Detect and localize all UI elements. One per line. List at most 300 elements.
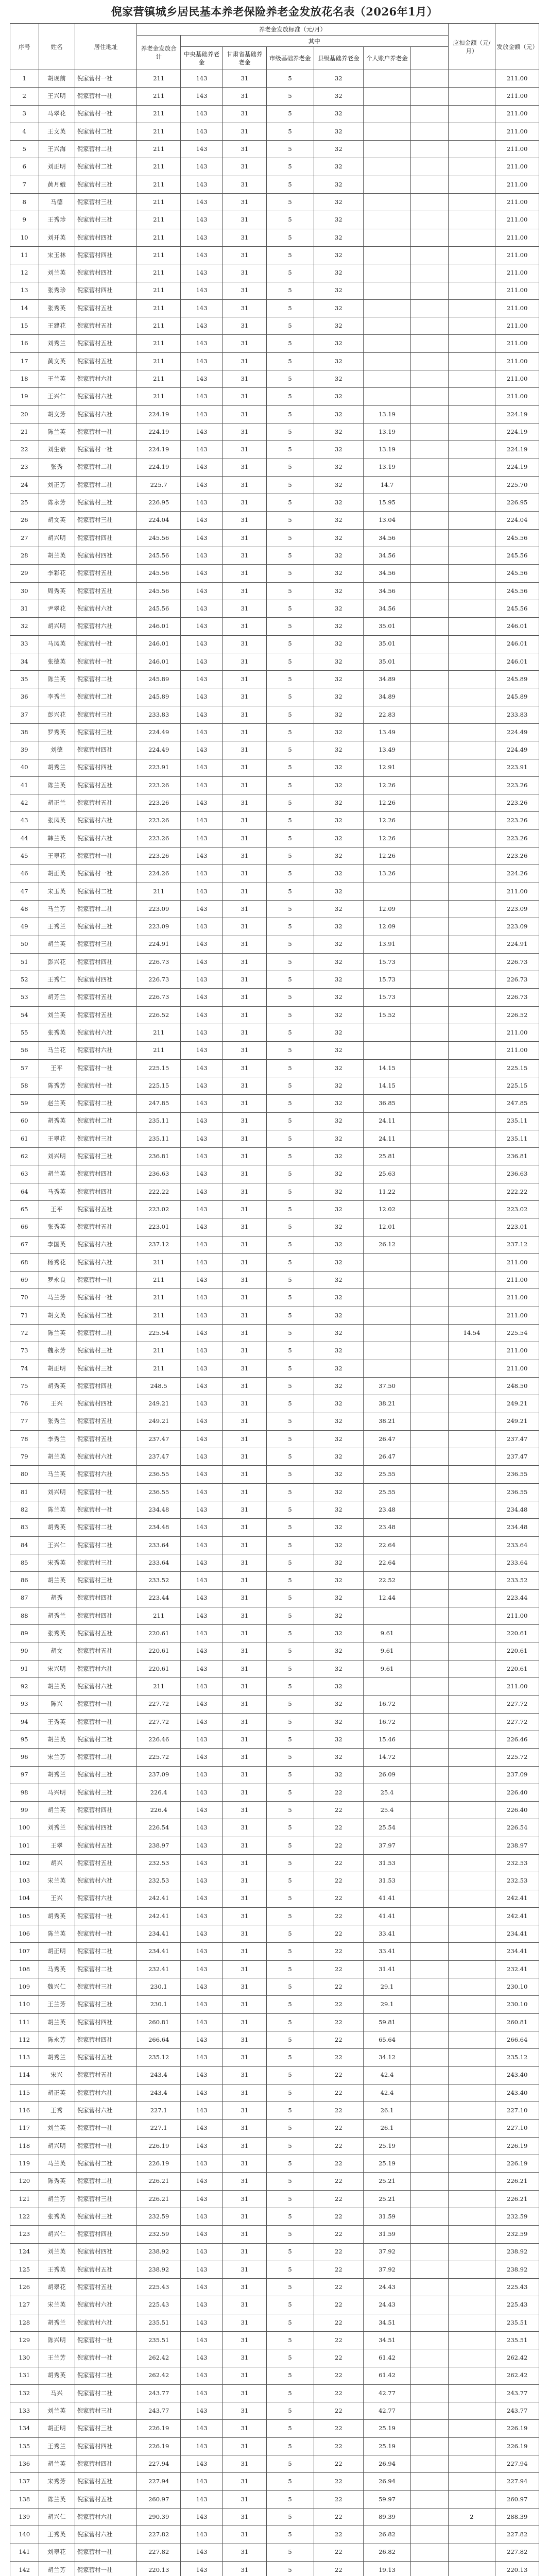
cell-blank: [410, 1731, 448, 1748]
cell-seq: 8: [10, 194, 39, 211]
cell-address: 倪家营村三社: [75, 2420, 137, 2437]
cell-address: 倪家营村五社: [75, 352, 137, 370]
cell-blank: [410, 2084, 448, 2102]
cell-total: 227.1: [137, 2102, 181, 2120]
cell-address: 倪家营村三社: [75, 1342, 137, 1360]
cell-seq: 131: [10, 2367, 39, 2384]
cell-address: 倪家营村五社: [75, 335, 137, 352]
cell-blank: [410, 2066, 448, 2084]
cell-city: 5: [266, 1907, 314, 1925]
cell-blank: [410, 706, 448, 723]
cell-address: 倪家营村二社: [75, 476, 137, 494]
cell-name: 王翠花: [39, 848, 75, 865]
cell-payout: 247.85: [495, 1095, 539, 1112]
cell-blank: [410, 918, 448, 936]
cell-subsidy: 143: [180, 1819, 222, 1837]
table-row: [10, 671, 539, 688]
cell-address: 倪家营村四社: [75, 1607, 137, 1624]
cell-deduction: [448, 352, 495, 370]
cell-local: 31: [223, 2349, 267, 2367]
cell-county: 32: [314, 1077, 364, 1094]
cell-seq: 65: [10, 1201, 39, 1218]
cell-local: 31: [223, 865, 267, 883]
cell-address: 倪家营村六社: [75, 2526, 137, 2544]
cell-seq: 67: [10, 1236, 39, 1253]
cell-name: 刘秀兰: [39, 1819, 75, 1837]
cell-personal: 26.94: [364, 2455, 411, 2473]
cell-address: 倪家营村六社: [75, 405, 137, 423]
cell-address: 倪家营村二社: [75, 1307, 137, 1324]
cell-address: 倪家营村一社: [75, 2544, 137, 2561]
cell-payout: 245.56: [495, 529, 539, 547]
cell-personal: 26.1: [364, 2120, 411, 2137]
cell-personal: 31.53: [364, 1872, 411, 1890]
table-row: [10, 706, 539, 723]
table-row: [10, 600, 539, 617]
cell-payout: 234.41: [495, 1943, 539, 1960]
table-row: [10, 1342, 539, 1360]
cell-name: 马凤英: [39, 635, 75, 653]
cell-personal: 19.13: [364, 2561, 411, 2576]
cell-local: 31: [223, 2508, 267, 2526]
cell-total: 211: [137, 176, 181, 193]
table-row: [10, 1466, 539, 1483]
cell-total: 246.01: [137, 635, 181, 653]
cell-subsidy: 143: [180, 335, 222, 352]
cell-deduction: [448, 1448, 495, 1466]
cell-blank: [410, 88, 448, 105]
table-row: [10, 2402, 539, 2420]
cell-county: 32: [314, 1059, 364, 1077]
cell-personal: 34.51: [364, 2314, 411, 2331]
cell-deduction: [448, 1660, 495, 1677]
table-row: [10, 1802, 539, 1819]
cell-blank: [410, 229, 448, 246]
cell-deduction: [448, 688, 495, 706]
table-row: [10, 2031, 539, 2048]
cell-total: 238.92: [137, 2243, 181, 2261]
cell-subsidy: 143: [180, 299, 222, 317]
cell-seq: 109: [10, 1978, 39, 1996]
cell-personal: [364, 282, 411, 299]
cell-name: 张秀珍: [39, 282, 75, 299]
cell-address: 倪家营村一社: [75, 1907, 137, 1925]
cell-address: 倪家营村二社: [75, 2173, 137, 2190]
cell-payout: 227.94: [495, 2455, 539, 2473]
cell-local: 31: [223, 476, 267, 494]
cell-deduction: [448, 2102, 495, 2120]
cell-county: 22: [314, 1872, 364, 1890]
cell-county: 22: [314, 1854, 364, 1872]
cell-county: 22: [314, 2279, 364, 2296]
cell-payout: 262.42: [495, 2349, 539, 2367]
cell-city: 5: [266, 1466, 314, 1483]
cell-total: 224.19: [137, 459, 181, 476]
cell-local: 31: [223, 2490, 267, 2508]
cell-name: 尹翠花: [39, 600, 75, 617]
cell-payout: 243.40: [495, 2084, 539, 2102]
cell-city: 5: [266, 741, 314, 759]
cell-personal: 31.53: [364, 1854, 411, 1872]
cell-county: 32: [314, 1572, 364, 1589]
cell-deduction: [448, 476, 495, 494]
cell-personal: 13.26: [364, 865, 411, 883]
cell-seq: 103: [10, 1872, 39, 1890]
cell-city: 5: [266, 512, 314, 529]
cell-city: 5: [266, 1960, 314, 1978]
cell-name: 宋兰芳: [39, 1749, 75, 1766]
cell-seq: 9: [10, 211, 39, 229]
cell-subsidy: 143: [180, 388, 222, 405]
cell-county: 32: [314, 1042, 364, 1059]
cell-local: 31: [223, 2066, 267, 2084]
cell-local: 31: [223, 1395, 267, 1413]
table-row: [10, 494, 539, 512]
cell-personal: 37.92: [364, 2261, 411, 2278]
cell-deduction: [448, 1802, 495, 1819]
table-row: [10, 1130, 539, 1147]
cell-payout: 232.59: [495, 2226, 539, 2243]
cell-address: 倪家营村一社: [75, 1077, 137, 1094]
cell-payout: 233.64: [495, 1536, 539, 1554]
cell-city: 5: [266, 918, 314, 936]
cell-blank: [410, 2508, 448, 2526]
cell-personal: 24.43: [364, 2279, 411, 2296]
cell-personal: 12.01: [364, 1218, 411, 1236]
cell-blank: [410, 123, 448, 140]
cell-blank: [410, 1784, 448, 1801]
cell-county: 32: [314, 1519, 364, 1536]
cell-blank: [410, 2031, 448, 2048]
cell-blank: [410, 1925, 448, 1943]
table-row: [10, 158, 539, 176]
cell-subsidy: 143: [180, 1837, 222, 1854]
cell-seq: 69: [10, 1272, 39, 1289]
cell-deduction: [448, 2261, 495, 2278]
cell-name: 陈兰英: [39, 1501, 75, 1519]
cell-deduction: [448, 2561, 495, 2576]
table-row: [10, 1996, 539, 2013]
cell-personal: 37.97: [364, 1837, 411, 1854]
table-row: [10, 1766, 539, 1784]
cell-county: 32: [314, 1501, 364, 1519]
table-row: [10, 2490, 539, 2508]
cell-deduction: [448, 529, 495, 547]
cell-payout: 220.61: [495, 1642, 539, 1660]
cell-address: 倪家营村六社: [75, 812, 137, 829]
cell-total: 236.55: [137, 1466, 181, 1483]
cell-address: 倪家营村一社: [75, 1289, 137, 1307]
cell-local: 31: [223, 1943, 267, 1960]
cell-address: 倪家营村五社: [75, 1218, 137, 1236]
cell-local: 31: [223, 759, 267, 776]
cell-deduction: [448, 829, 495, 847]
cell-local: 31: [223, 1802, 267, 1819]
table-row: [10, 1731, 539, 1748]
cell-personal: 25.55: [364, 1466, 411, 1483]
cell-seq: 74: [10, 1360, 39, 1377]
cell-address: 倪家营村四社: [75, 1589, 137, 1607]
cell-seq: 99: [10, 1802, 39, 1819]
table-row: [10, 2013, 539, 2031]
cell-address: 倪家营村二社: [75, 1095, 137, 1112]
cell-personal: 25.81: [364, 1148, 411, 1165]
cell-payout: 224.19: [495, 441, 539, 459]
cell-local: 31: [223, 2208, 267, 2225]
cell-county: 22: [314, 2066, 364, 2084]
cell-address: 倪家营村五社: [75, 2279, 137, 2296]
cell-deduction: [448, 883, 495, 900]
cell-personal: 33.41: [364, 1943, 411, 1960]
cell-payout: 211.00: [495, 1678, 539, 1696]
cell-payout: 220.13: [495, 2561, 539, 2576]
cell-local: 31: [223, 2226, 267, 2243]
cell-county: 32: [314, 123, 364, 140]
cell-seq: 85: [10, 1554, 39, 1571]
cell-city: 5: [266, 1236, 314, 1253]
cell-seq: 55: [10, 1024, 39, 1042]
cell-deduction: [448, 405, 495, 423]
cell-name: 陈兰英: [39, 671, 75, 688]
cell-city: 5: [266, 2367, 314, 2384]
cell-local: 31: [223, 1589, 267, 1607]
cell-deduction: [448, 1907, 495, 1925]
cell-personal: 24.43: [364, 2296, 411, 2314]
cell-name: 张秀英: [39, 1218, 75, 1236]
cell-city: 5: [266, 2261, 314, 2278]
table-row: [10, 264, 539, 282]
cell-address: 倪家营村三社: [75, 1148, 137, 1165]
cell-address: 倪家营村五社: [75, 2261, 137, 2278]
cell-name: 马秀英: [39, 1960, 75, 1978]
cell-payout: 223.26: [495, 794, 539, 812]
cell-name: 王文英: [39, 123, 75, 140]
cell-county: 32: [314, 1272, 364, 1289]
cell-personal: 25.55: [364, 1483, 411, 1501]
cell-subsidy: 143: [180, 352, 222, 370]
cell-address: 倪家营村五社: [75, 1854, 137, 1872]
cell-county: 32: [314, 141, 364, 158]
cell-payout: 223.91: [495, 759, 539, 776]
cell-personal: [364, 1253, 411, 1271]
cell-personal: 12.09: [364, 900, 411, 918]
cell-payout: 223.26: [495, 829, 539, 847]
cell-local: 31: [223, 194, 267, 211]
cell-subsidy: 143: [180, 1501, 222, 1519]
cell-blank: [410, 936, 448, 953]
cell-deduction: [448, 2173, 495, 2190]
cell-deduction: [448, 1536, 495, 1554]
cell-address: 倪家营村六社: [75, 1872, 137, 1890]
cell-city: 5: [266, 2120, 314, 2137]
cell-blank: [410, 70, 448, 88]
cell-payout: 211.00: [495, 1253, 539, 1271]
table-row: [10, 1024, 539, 1042]
cell-personal: 12.26: [364, 812, 411, 829]
cell-blank: [410, 653, 448, 670]
cell-local: 31: [223, 1978, 267, 1996]
cell-total: 211: [137, 388, 181, 405]
table-row: [10, 246, 539, 264]
header-subsidy: 中央基础养老金: [180, 47, 222, 70]
cell-address: 倪家营村四社: [75, 2243, 137, 2261]
cell-address: 倪家营村一社: [75, 105, 137, 123]
cell-payout: 246.01: [495, 635, 539, 653]
cell-blank: [410, 1466, 448, 1483]
cell-deduction: [448, 1519, 495, 1536]
cell-name: 胡兴仁: [39, 2508, 75, 2526]
cell-blank: [410, 688, 448, 706]
cell-name: 胡秀: [39, 1589, 75, 1607]
cell-total: 211: [137, 317, 181, 335]
header-city: 市级基础养老金: [266, 47, 314, 70]
cell-deduction: [448, 2332, 495, 2349]
cell-address: 倪家营村二社: [75, 1731, 137, 1748]
cell-address: 倪家营村二社: [75, 141, 137, 158]
cell-subsidy: 143: [180, 2049, 222, 2066]
cell-subsidy: 143: [180, 2102, 222, 2120]
cell-local: 31: [223, 1501, 267, 1519]
cell-blank: [410, 2437, 448, 2455]
cell-seq: 47: [10, 883, 39, 900]
cell-personal: 12.44: [364, 1589, 411, 1607]
cell-total: 220.61: [137, 1625, 181, 1642]
cell-blank: [410, 1554, 448, 1571]
cell-personal: 26.12: [364, 1236, 411, 1253]
cell-payout: 235.11: [495, 1112, 539, 1130]
cell-payout: 224.91: [495, 936, 539, 953]
cell-blank: [410, 494, 448, 512]
cell-seq: 110: [10, 1996, 39, 2013]
cell-payout: 230.10: [495, 1996, 539, 2013]
cell-address: 倪家营村一社: [75, 1272, 137, 1289]
cell-seq: 48: [10, 900, 39, 918]
table-row: [10, 918, 539, 936]
cell-county: 32: [314, 812, 364, 829]
cell-city: 5: [266, 2544, 314, 2561]
cell-blank: [410, 1749, 448, 1766]
cell-total: 211: [137, 158, 181, 176]
cell-address: 倪家营村四社: [75, 1377, 137, 1395]
cell-subsidy: 143: [180, 158, 222, 176]
cell-local: 31: [223, 141, 267, 158]
cell-subsidy: 143: [180, 1165, 222, 1183]
cell-name: 马德: [39, 194, 75, 211]
header-of-which: 其中: [180, 36, 448, 47]
cell-payout: 238.92: [495, 2243, 539, 2261]
cell-local: 31: [223, 2155, 267, 2173]
cell-local: 31: [223, 812, 267, 829]
cell-payout: 211.00: [495, 1042, 539, 1059]
cell-payout: 224.19: [495, 423, 539, 440]
cell-local: 31: [223, 1360, 267, 1377]
cell-seq: 111: [10, 2013, 39, 2031]
table-row: [10, 1784, 539, 1801]
cell-blank: [410, 1996, 448, 2013]
cell-total: 237.12: [137, 1236, 181, 1253]
cell-address: 倪家营村三社: [75, 1996, 137, 2013]
cell-subsidy: 143: [180, 1466, 222, 1483]
cell-city: 5: [266, 2402, 314, 2420]
cell-subsidy: 143: [180, 671, 222, 688]
cell-city: 5: [266, 282, 314, 299]
cell-city: 5: [266, 1660, 314, 1677]
cell-deduction: [448, 2190, 495, 2208]
cell-county: 32: [314, 1483, 364, 1501]
cell-name: 王兴仁: [39, 1536, 75, 1554]
cell-local: 31: [223, 264, 267, 282]
cell-seq: 44: [10, 829, 39, 847]
cell-total: 227.1: [137, 2120, 181, 2137]
cell-deduction: [448, 2526, 495, 2544]
cell-blank: [410, 1819, 448, 1837]
cell-name: 韩兰英: [39, 829, 75, 847]
cell-address: 倪家营村一社: [75, 2332, 137, 2349]
cell-address: 倪家营村五社: [75, 1430, 137, 1448]
cell-local: 31: [223, 1006, 267, 1024]
cell-blank: [410, 1165, 448, 1183]
cell-address: 倪家营村六社: [75, 1890, 137, 1907]
cell-blank: [410, 2402, 448, 2420]
cell-city: 5: [266, 141, 314, 158]
cell-address: 倪家营村二社: [75, 671, 137, 688]
cell-payout: 232.53: [495, 1872, 539, 1890]
cell-city: 5: [266, 900, 314, 918]
cell-total: 211: [137, 1024, 181, 1042]
table-row: [10, 1059, 539, 1077]
cell-local: 31: [223, 176, 267, 193]
cell-county: 22: [314, 2190, 364, 2208]
cell-name: 王兴: [39, 1395, 75, 1413]
cell-local: 31: [223, 158, 267, 176]
cell-blank: [410, 176, 448, 193]
cell-county: 32: [314, 1607, 364, 1624]
cell-city: 5: [266, 1501, 314, 1519]
table-row: [10, 1112, 539, 1130]
cell-name: 王翠花: [39, 1130, 75, 1147]
cell-deduction: [448, 1572, 495, 1589]
table-row: [10, 2084, 539, 2102]
cell-local: 31: [223, 1660, 267, 1677]
cell-county: 32: [314, 405, 364, 423]
cell-blank: [410, 246, 448, 264]
cell-local: 31: [223, 1201, 267, 1218]
cell-total: 223.09: [137, 918, 181, 936]
cell-name: 王秀英: [39, 1713, 75, 1731]
cell-city: 5: [266, 123, 314, 140]
cell-deduction: [448, 2013, 495, 2031]
cell-seq: 62: [10, 1148, 39, 1165]
cell-name: 刘兰英: [39, 2243, 75, 2261]
cell-blank: [410, 1218, 448, 1236]
cell-name: 王兰芳: [39, 1996, 75, 2013]
cell-name: 刘德: [39, 741, 75, 759]
cell-seq: 106: [10, 1925, 39, 1943]
cell-local: 31: [223, 741, 267, 759]
cell-blank: [410, 1253, 448, 1271]
cell-deduction: [448, 794, 495, 812]
cell-blank: [410, 671, 448, 688]
cell-city: 5: [266, 582, 314, 600]
cell-seq: 121: [10, 2190, 39, 2208]
cell-address: 倪家营村五社: [75, 1642, 137, 1660]
cell-address: 倪家营村四社: [75, 229, 137, 246]
cell-seq: 57: [10, 1059, 39, 1077]
cell-subsidy: 143: [180, 494, 222, 512]
cell-payout: 227.72: [495, 1696, 539, 1713]
cell-name: 张秀英: [39, 1625, 75, 1642]
cell-address: 倪家营村六社: [75, 2314, 137, 2331]
